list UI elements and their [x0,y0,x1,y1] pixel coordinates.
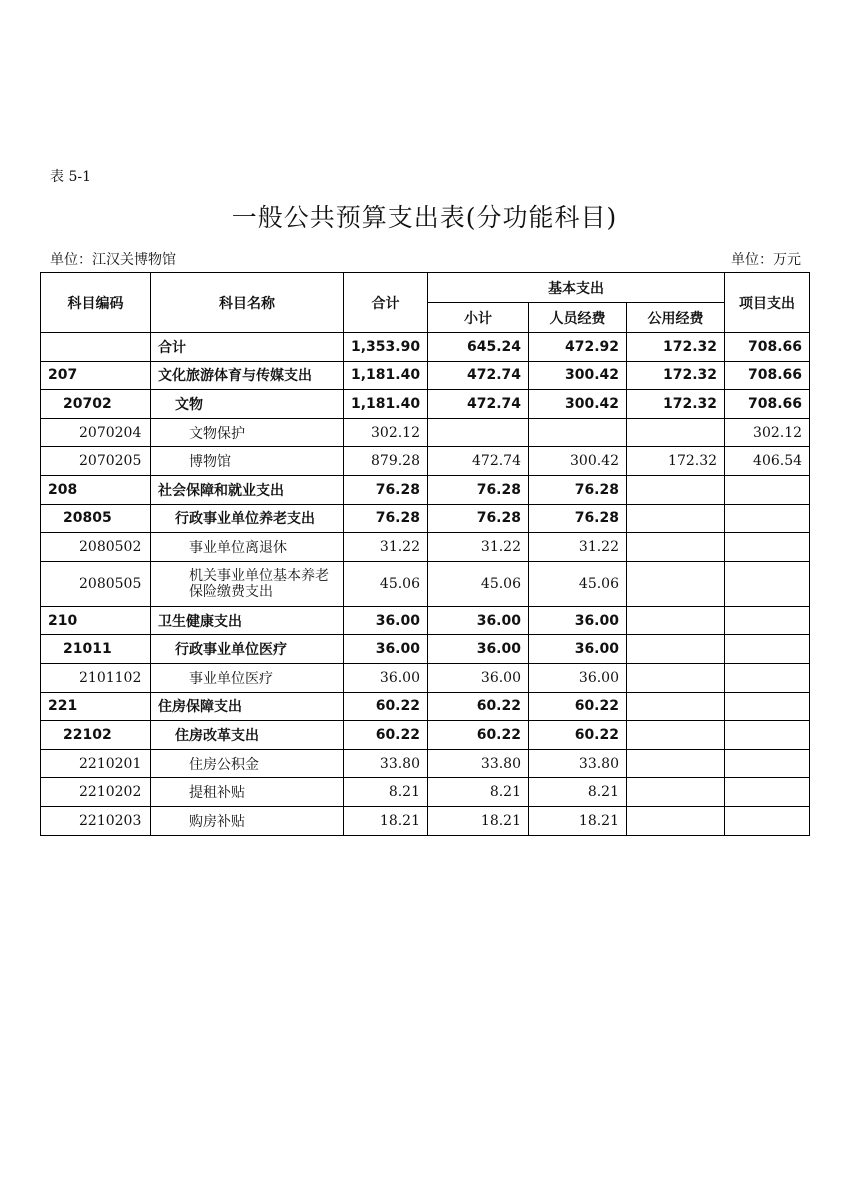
cell-personnel: 76.28 [529,475,627,504]
cell-subtotal: 76.28 [428,504,529,533]
cell-code: 2070205 [41,447,151,476]
table-row [41,635,810,664]
cell-personnel: 36.00 [529,635,627,664]
table-row [41,692,810,721]
cell-public: 172.32 [627,390,725,419]
cell-name: 住房改革支出 [151,721,344,750]
cell-total: 1,181.40 [344,361,428,390]
cell-total: 33.80 [344,749,428,778]
cell-project [725,475,810,504]
cell-total: 1,353.90 [344,333,428,362]
header-public: 公用经费 [627,303,725,333]
cell-code: 2210201 [41,749,151,778]
cell-project [725,692,810,721]
cell-public: 172.32 [627,361,725,390]
cell-project: 708.66 [725,361,810,390]
cell-total: 60.22 [344,692,428,721]
cell-project [725,663,810,692]
cell-project [725,533,810,562]
cell-total: 76.28 [344,475,428,504]
cell-public [627,533,725,562]
cell-code: 20805 [41,504,151,533]
cell-subtotal [428,418,529,447]
cell-subtotal: 472.74 [428,361,529,390]
cell-public [627,778,725,807]
cell-project: 406.54 [725,447,810,476]
unit-currency: 单位：万元 [731,252,801,268]
cell-project [725,606,810,635]
cell-personnel: 472.92 [529,333,627,362]
cell-personnel: 45.06 [529,561,627,606]
cell-subtotal: 60.22 [428,721,529,750]
cell-personnel: 60.22 [529,692,627,721]
cell-public [627,806,725,835]
cell-code: 2070204 [41,418,151,447]
cell-subtotal: 472.74 [428,390,529,419]
cell-name: 文物 [151,390,344,419]
cell-project [725,778,810,807]
cell-name: 住房公积金 [151,749,344,778]
cell-subtotal: 36.00 [428,663,529,692]
cell-public [627,663,725,692]
cell-total: 45.06 [344,561,428,606]
header-basic: 基本支出 [428,273,725,303]
cell-subtotal: 45.06 [428,561,529,606]
cell-public [627,418,725,447]
cell-total: 879.28 [344,447,428,476]
cell-subtotal: 60.22 [428,692,529,721]
budget-table [40,272,810,836]
cell-personnel: 18.21 [529,806,627,835]
cell-subtotal: 8.21 [428,778,529,807]
cell-code: 2080502 [41,533,151,562]
table-row [41,447,810,476]
table-row [41,606,810,635]
cell-project [725,561,810,606]
cell-code: 2210203 [41,806,151,835]
document-title: 一般公共预算支出表(分功能科目) [231,203,618,232]
cell-total: 302.12 [344,418,428,447]
cell-personnel: 300.42 [529,447,627,476]
cell-project: 708.66 [725,333,810,362]
cell-name: 事业单位离退休 [151,533,344,562]
header-subtotal: 小计 [428,303,529,333]
cell-code: 210 [41,606,151,635]
header-total: 合计 [344,273,428,333]
cell-total: 76.28 [344,504,428,533]
cell-code: 2210202 [41,778,151,807]
header-project: 项目支出 [725,273,810,333]
cell-personnel: 300.42 [529,390,627,419]
unit-organization: 单位：江汉关博物馆 [50,252,176,268]
cell-personnel: 60.22 [529,721,627,750]
cell-total: 18.21 [344,806,428,835]
cell-name: 社会保障和就业支出 [151,475,344,504]
table-row [41,504,810,533]
cell-code: 21011 [41,635,151,664]
cell-total: 36.00 [344,606,428,635]
table-number: 表 5-1 [50,169,91,185]
cell-personnel: 36.00 [529,606,627,635]
cell-public: 172.32 [627,333,725,362]
cell-name: 卫生健康支出 [151,606,344,635]
table-row [41,418,810,447]
cell-subtotal: 36.00 [428,606,529,635]
cell-subtotal: 645.24 [428,333,529,362]
cell-public [627,475,725,504]
table-row [41,749,810,778]
cell-personnel: 76.28 [529,504,627,533]
table-body [41,333,810,836]
table-row [41,390,810,419]
cell-subtotal: 76.28 [428,475,529,504]
cell-name: 合计 [151,333,344,362]
cell-total: 8.21 [344,778,428,807]
cell-total: 36.00 [344,663,428,692]
cell-public [627,749,725,778]
table-row [41,561,810,606]
table-header [41,273,810,333]
cell-code: 207 [41,361,151,390]
cell-total: 36.00 [344,635,428,664]
cell-total: 1,181.40 [344,390,428,419]
cell-code: 22102 [41,721,151,750]
cell-project [725,806,810,835]
cell-personnel: 36.00 [529,663,627,692]
cell-code: 2080505 [41,561,151,606]
cell-subtotal: 33.80 [428,749,529,778]
cell-subtotal: 18.21 [428,806,529,835]
cell-name: 机关事业单位基本养老保险缴费支出 [151,561,344,606]
cell-name: 博物馆 [151,447,344,476]
cell-name: 住房保障支出 [151,692,344,721]
table-row [41,778,810,807]
table-row [41,806,810,835]
cell-personnel: 300.42 [529,361,627,390]
cell-project [725,749,810,778]
header-code: 科目编码 [41,273,151,333]
cell-project [725,721,810,750]
table-row [41,721,810,750]
cell-name: 事业单位医疗 [151,663,344,692]
cell-name: 行政事业单位医疗 [151,635,344,664]
cell-public [627,692,725,721]
cell-name: 文化旅游体育与传媒支出 [151,361,344,390]
cell-subtotal: 472.74 [428,447,529,476]
cell-subtotal: 31.22 [428,533,529,562]
cell-personnel: 8.21 [529,778,627,807]
cell-public [627,635,725,664]
cell-code: 208 [41,475,151,504]
cell-project [725,504,810,533]
cell-public: 172.32 [627,447,725,476]
cell-public [627,561,725,606]
cell-subtotal: 36.00 [428,635,529,664]
cell-name: 提租补贴 [151,778,344,807]
cell-project: 708.66 [725,390,810,419]
cell-personnel: 33.80 [529,749,627,778]
header-personnel: 人员经费 [529,303,627,333]
table-row [41,475,810,504]
cell-code: 2101102 [41,663,151,692]
cell-project: 302.12 [725,418,810,447]
cell-code: 20702 [41,390,151,419]
cell-total: 31.22 [344,533,428,562]
cell-personnel [529,418,627,447]
cell-public [627,721,725,750]
table-row [41,663,810,692]
cell-name: 文物保护 [151,418,344,447]
cell-public [627,606,725,635]
cell-code [41,333,151,362]
cell-name: 行政事业单位养老支出 [151,504,344,533]
table-row [41,361,810,390]
cell-name: 购房补贴 [151,806,344,835]
cell-project [725,635,810,664]
cell-personnel: 31.22 [529,533,627,562]
cell-code: 221 [41,692,151,721]
total-row [41,333,810,362]
cell-public [627,504,725,533]
cell-total: 60.22 [344,721,428,750]
table-row [41,533,810,562]
header-name: 科目名称 [151,273,344,333]
